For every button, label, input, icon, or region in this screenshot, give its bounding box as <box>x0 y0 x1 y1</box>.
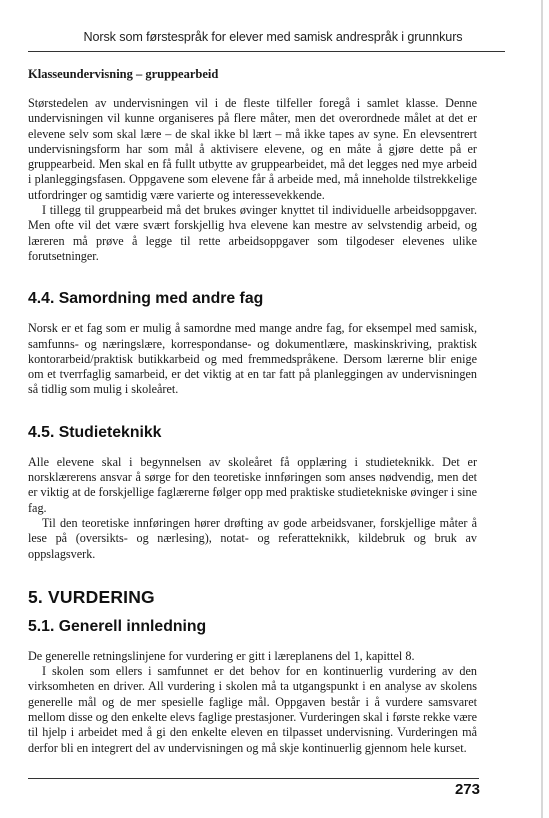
classroom-paragraph-1: Størstedelen av undervisningen vil i de fleste tilfeller foregå i samlet klasse. Denne undervisningen vil kunne organiseres på flere måter, men det overordnede målet at det er elevene selv som skal lære – de skal ikke bl lært – må ikke tapes av syne. En elevsentrert undervisningsform har som mål å aktivisere elevene, og en måte å gjøre dette på er gruppearbeid. Men skal en få fullt utbytte av gruppearbeidet, må det legges ned mye arbeid i planleggingsfasen. Oppgavene som elevene får å arbeide med, må inneholde tilstrekkelige utfordringer og samtidig være varierte og interessevekkende. <box>28 96 477 202</box>
footer-rule <box>28 778 479 779</box>
section-5-1-paragraph-2: I skolen som ellers i samfunnet er det behov for en kontinuerlig vurdering av den virksomheten en driver. All vurdering i skolen må ta utgangspunkt i en analyse av skolens generelle mål og de mer spesielle faglige mål. Oppgaven består i å vurdere samsvaret mellom disse og den enkelte elevs faglige prestasjoner. Vurderingen skal i første rekke være til hjelp i arbeidet med å gi den enkelte eleven en tilpasset undervisning. Vurderingen må derfor bli en integrert del av undervisningen og må skje kontinuerlig gjennom hele kurset. <box>28 664 477 755</box>
section-4-5-paragraph-1: Alle elevene skal i begynnelsen av skoleåret få opplæring i studieteknikk. Det er norsklærerens ansvar å sørge for den teoretiske innføringen som anses nødvendig, men det er viktig at de forskjellige faglærerne følger opp med praktiske studietekniske øvinger i sine fag. <box>28 454 477 515</box>
page-edge-shadow <box>541 0 543 818</box>
section-4-5-heading: 4.5. Studieteknikk <box>28 423 162 441</box>
chapter-5-heading: 5. VURDERING <box>28 586 155 607</box>
classroom-paragraph-2: I tillegg til gruppearbeid må det brukes øvinger knyttet til individuelle arbeidsoppgaver. Men ofte vil det være svært forskjellig hva elevene kan mestre av selvstendig arbeid, og læreren må prøve å legge til rette arbeidsoppgaver som tilgodeser elevenes ulike forutsetninger. <box>28 203 477 263</box>
classroom-subheading: Klasseundervisning – gruppearbeid <box>28 67 219 81</box>
header-rule <box>28 51 505 52</box>
section-4-4-heading: 4.4. Samordning med andre fag <box>28 290 264 308</box>
section-4-5-paragraph-2: Til den teoretiske innføringen hører drøfting av gode arbeidsvaner, forskjellige måter å lese på (oversikts- og nærlesing), notat- og referatteknikk, kildebruk og bruk av oppslagsverk. <box>28 515 477 561</box>
section-5-1-heading: 5.1. Generell innledning <box>28 617 207 635</box>
running-header: Norsk som førstespråk for elever med samisk andrespråk i grunnkurs <box>83 30 463 44</box>
section-4-4-paragraph-1: Norsk er et fag som er mulig å samordne med mange andre fag, for eksempel med samisk, samfunns- og næringslære, korrespondanse- og dokumentlære, maskinskriving, praktisk kontorarbeid/praktisk butikkarbeid og med fremmedspråkene. Dersom lærerne blir enige om et tverrfaglig samarbeid, er det viktig at en tar fatt på planleggingen av undervisningen så tidlig som mulig i skoleåret. <box>28 321 477 397</box>
section-5-1-paragraph-1: De generelle retningslinjene for vurdering er gitt i læreplanens del 1, kapittel 8. <box>28 648 415 663</box>
page-number: 273 <box>454 781 480 798</box>
page-content <box>28 65 477 756</box>
